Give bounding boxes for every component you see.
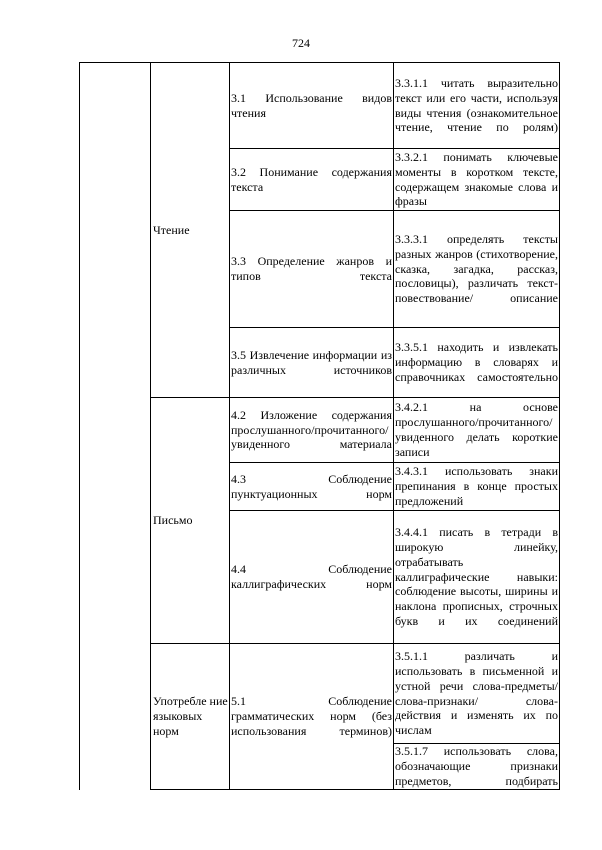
skill-cell: 3.4.4.1 писать в тетради в широкую линейку, отрабатывать каллиграфические навыки: соблюдение высоты, ширины и наклона прописных, строчных букв и их соединений [394,511,560,644]
skill-cell: 3.5.1.1 различать и использовать в письменной и устной речи слова-предметы/слова-признаки/ слова-действия и изменять их по числам [394,644,560,744]
topic-cell: 3.1 Использование видов чтения [230,63,394,149]
skill-cell: 3.3.3.1 определять тексты разных жанров (стихотворение, сказка, загадка, рассказ, пословицы), различать текст-повествование/ описание [394,211,560,328]
table-row [80,398,560,463]
skill-cell: 3.3.5.1 находить и извлекать информацию в словарях и справочниках самостоятельно [394,328,560,398]
topic-cell: 3.5 Извлечение информации из различных источников [230,328,394,398]
skill-cell: 3.3.1.1 читать выразительно текст или его части, используя виды чтения (ознакомительное чтение, чтение по ролям) [394,63,560,149]
page-number: 724 [292,36,310,50]
topic-cell: 4.2 Изложение содержания прослушанного/прочитанного/ увиденного материала [230,398,394,463]
skill-cell: 3.4.2.1 на основе прослушанного/прочитанного/ увиденного делать короткие записи [394,398,560,463]
topic-cell: 4.4 Соблюдение каллиграфических норм [230,511,394,644]
topic-cell: 3.3 Определение жанров и типов текста [230,211,394,328]
skill-cell: 3.3.2.1 понимать ключевые моменты в коротком тексте, содержащем знакомые слова и фразы [394,149,560,211]
skill-cell: 3.5.1.7 использовать слова, обозначающие признаки предметов, подбирать [395,744,558,788]
table-row [80,644,560,744]
topic-cell: 5.1 Соблюдение грамматических норм (без использования терминов) [230,644,394,790]
area-cell-writing: Письмо [151,398,230,644]
topic-cell: 3.2 Понимание содержания текста [230,149,394,211]
skill-cell: 3.4.3.1 использовать знаки препинания в конце простых предложений [394,463,560,511]
empty-column-cell [80,63,151,790]
curriculum-table [79,62,560,790]
table-row [80,63,560,149]
topic-cell: 4.3 Соблюдение пунктуационных норм [230,463,394,511]
area-cell-reading: Чтение [151,63,230,398]
area-cell-language-norms: Употребле ние языковых норм [151,644,230,790]
